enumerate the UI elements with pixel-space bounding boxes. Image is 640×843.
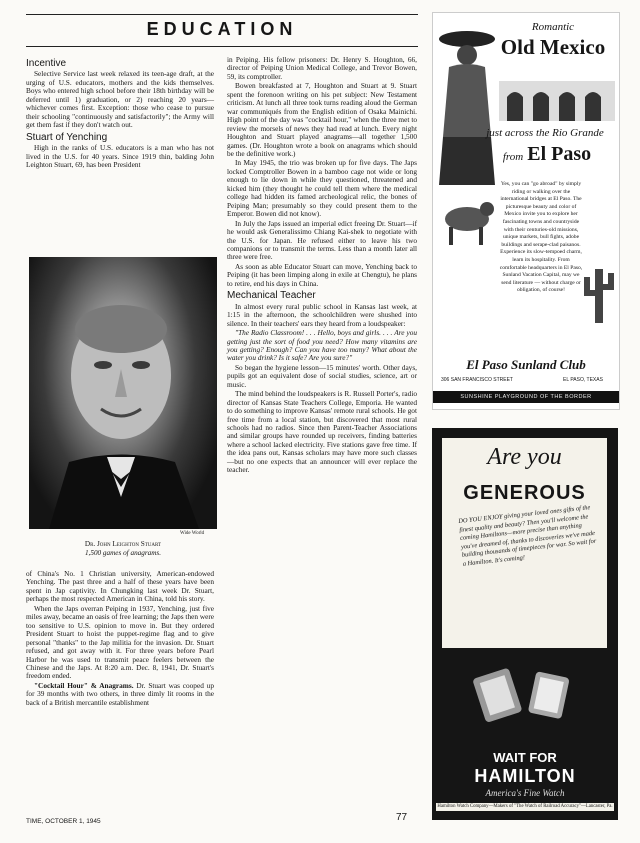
mechanical-teacher-heading: Mechanical Teacher: [227, 290, 316, 302]
incentive-paragraph: Selective Service last week relaxed its teen-age draft, at the urging of U.S. educators, mothers and the kids themselves. Boys who entered high school before their 18th birthday will be deferred until 1) graduation, or 2) reaching 20 years—whichever comes first. Exception: those who cease to pursue their schooling "continuously and satisfactorily"; the Army will get them fast if they don't watch out.: [26, 69, 214, 130]
column-2: [227, 56, 417, 476]
header-rule-bottom: [26, 46, 418, 47]
cocktail-paragraph: Dr. Stuart was cooped up for 39 months with two others, in three dimly lit rooms in the back of a British mercantile establishment: [26, 680, 214, 707]
stuart-portrait-photo: [29, 257, 217, 529]
ad2-tagline: America's Fine Watch: [485, 788, 565, 798]
col2-paragraph-1: in Peiping. His fellow prisoners: Dr. Henry S. Houghton, 66, director of Peiping Union Medical College, and Trevor Bowen, 59, its comptroller.: [227, 55, 417, 81]
ad1-just-across: just across the Rio Grande: [486, 127, 604, 139]
incentive-heading: Incentive: [26, 58, 67, 69]
ad2-footer: Hamilton Watch Company—Makers of "The Watch of Railroad Accuracy"—Lancaster, Pa.: [437, 804, 613, 809]
ad1-banner: SUNSHINE PLAYGROUND OF THE BORDER: [433, 391, 619, 403]
ad2-are-you: Are you: [487, 444, 562, 470]
ad1-from: from: [502, 151, 524, 163]
ad2-hamilton: HAMILTON: [474, 766, 576, 786]
ad1-address-right: EL PASO, TEXAS: [563, 377, 603, 383]
yenching-heading: Stuart of Yenching: [26, 131, 108, 143]
hamilton-watches-illustration: [458, 654, 588, 734]
column-1-top: [26, 56, 214, 170]
col2-paragraph-3: In May 1945, the trio was broken up for five days. The Japs locked Comptroller Bowen in a bamboo cage not wide or long enough to lie down in while they questioned, threatened and kicked him (they thought he could tell them where the medical college had hidden its famed archeological relic, the bones of Peiping Man; presumably so they could present them to the Emperor. Bowen did not know).: [227, 158, 417, 219]
ad1-body: Yes, you can "go abroad" by simply riding or walking over the international bridges at El Paso. The picturesque beauty and color of Mexico invite you to explore her fascinating towns and countryside with their centuries-old missions, unique markets, bull fights, adobe buildings and serape-clad paisanos. Experience its slow-tempoed charm, learn its hospitality. From comfortable headquarters in El Paso, Sunland Vacation Capital, may we send literature — without charge or obligation, of course!: [499, 181, 583, 294]
ad1-old-mexico: Old Mexico: [500, 35, 606, 59]
cocktail-subheading: "Cocktail Hour" & Anagrams.: [34, 680, 134, 690]
ad1-address-left: 306 SAN FRANCISCO STREET: [441, 377, 513, 383]
ad1-from-el-paso: [477, 143, 617, 166]
ad1-el-paso: El Paso: [527, 143, 592, 165]
cactus-illustration: [581, 263, 617, 323]
ad2-generous: GENEROUS: [463, 482, 586, 504]
issue-footer: TIME, OCTOBER 1, 1945: [26, 818, 101, 825]
mechanical-paragraph-3: So began the hygiene lesson—15 minutes' worth. Other days, pupils got an equivalent dose of social studies, science, art or music.: [227, 362, 417, 389]
mechanical-paragraph-1: In almost every rural public school in Kansas last week, at 1:15 in the afternoon, the schoolchildren were shushed into silence. In their teachers' ears they heard from a loudspeaker:: [227, 301, 417, 328]
col2-paragraph-2: Bowen breakfasted at 7, Houghton and Stuart at 9. Stuart spent the forenoon writing on his pet subject: New Testament criticism. At lunch all three took turns reading aloud the German war communiqués from the English edition of Osaka Mainichi. High point of the day was "cocktail hour," when the three met to review the morsels of news they had read at lunch. Every night Houghton and Stuart played anagrams—all together 1,500 games. (Dr. Houghton wrote a book on anagrams which should be the definitive work.): [227, 81, 417, 158]
col2-paragraph-4: In July the Japs issued an imperial edict freeing Dr. Stuart—if he would ask Generalissimo Chiang Kai-shek to negotiate with the U.S. for Japan. He refused either to leave his two companions or to transmit the terms. Less than a month later all three were free.: [227, 218, 417, 262]
photo-credit: Wide World: [180, 531, 205, 536]
ad1-club-name: El Paso Sunland Club: [466, 357, 586, 372]
mechanical-paragraph-2: "The Radio Classroom! . . . Hello, boys and girls. . . . Are you getting just the sort of food you need? How many vitamins are you getting? Enough? Can you have too many? What about the water you drink? Is it safe? Are you sure?": [227, 328, 417, 363]
section-title: EDUCATION: [146, 19, 298, 39]
yenching-paragraph: High in the ranks of U.S. educators is a man who has not lived in the U.S. for 40 years. Since 1919 thin, balding John Leighton Stuart, 69, has been President: [26, 143, 214, 169]
portrait-illustration: [29, 257, 217, 529]
hamilton-advertisement: [432, 428, 618, 820]
photo-caption: [29, 540, 217, 557]
col2-paragraph-5: As soon as able Educator Stuart can move, Yenching back to Peiping (it has been limping along in exile at Chengtu), he plans to retire, end his days in China.: [227, 261, 417, 288]
ad1-romantic: Romantic: [531, 21, 575, 33]
ad2-card: [442, 438, 607, 648]
column-1-bottom: [26, 570, 214, 708]
caption-subtitle: 1,500 games of anagrams.: [84, 548, 162, 557]
yenching-continued: of China's No. 1 Christian university, American-endowed Yenching. The past three and a half of these years have been spent in Jap captivity. In Chungking last week Dr. Stuart, perhaps the most respected American in China, told his story.: [26, 569, 214, 604]
ad2-wait-for: WAIT FOR: [493, 750, 557, 765]
burro-illustration: [437, 179, 497, 249]
mission-arches-illustration: [499, 71, 615, 121]
page-number: 77: [396, 812, 408, 823]
header-rule-top: [26, 14, 418, 15]
yenching-paragraph-2: When the Japs overran Peiping in 1937, Yenching, just five miles away, became an oasis of free learning; the Japs then were too sensitive to U.S. opinion to move in. But they ordered President Stuart to hoist the puppet-regime flag and to give personal "thanks" to the Jap militia for the invasion. Dr. Stuart refused, and got away with it. For three years before Pearl Harbor he was used to transmit peace feelers between the Chinese and the Japs. At 8:20 a.m. Dec. 8, 1941, Dr. Stuart's freedom ended.: [26, 603, 214, 681]
caption-name: Dr. John Leighton Stuart: [84, 540, 162, 548]
ad2-body: DO YOU ENJOY giving your loved ones gifts of the finest quality and beauty? Then you'll welcome the coming Hamiltons—more precise than anything you've dreamed of, thanks to discoveries we've made building thousands of timepieces for war. So wait for a Hamilton. It's coming!: [458, 504, 597, 568]
mechanical-paragraph-4: The mind behind the loudspeakers is R. Russell Porter's, radio director of Kansas State Teachers College, Emporia. He wanted to do something to improve Kansas' remote rural schools. He got free time from a local station, but discovered that most rural schools had no radios. Since then Parent-Teacher Associations and similar groups have rounded up receivers, finding batteries where a school lacked electricity. Five stations gave free time. If the idea pans out, Kansas scholars may have more such classes—but no one expects that an announcer will ever replace the teacher.: [227, 389, 417, 475]
el-paso-advertisement: [432, 12, 620, 410]
